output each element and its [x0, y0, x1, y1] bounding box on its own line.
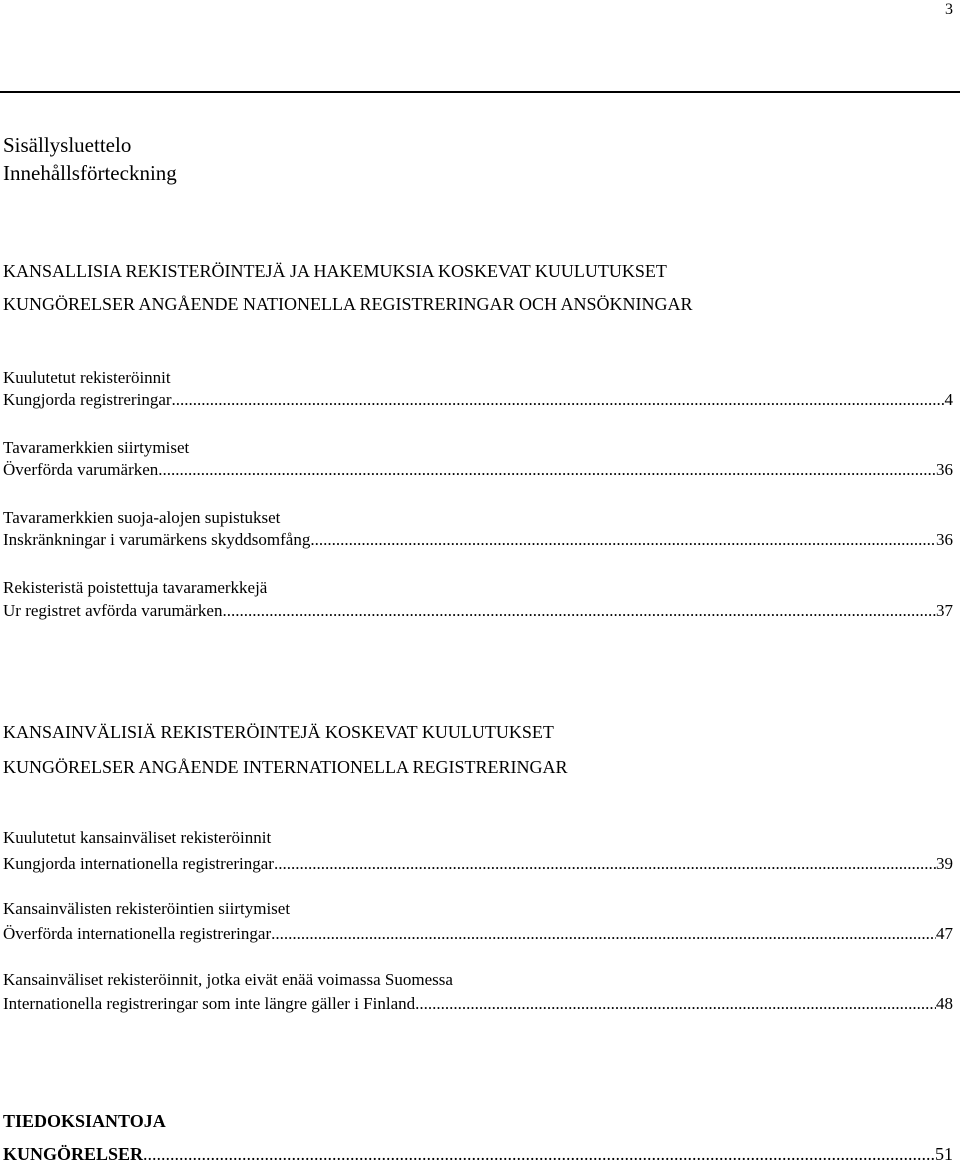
- toc-entry[interactable]: [3, 529, 953, 550]
- toc-entry-label-finnish: Kuulutetut kansainväliset rekisteröinnit: [3, 828, 272, 847]
- toc-title-swedish: Innehållsförteckning: [3, 161, 177, 185]
- toc-entry-label-swedish: Inskränkningar i varumärkens skyddsomfång: [3, 530, 311, 549]
- toc-entry-label-finnish: Kuulutetut rekisteröinnit: [3, 368, 171, 387]
- international-heading-swedish: KUNGÖRELSER ANGÅENDE INTERNATIONELLA REGISTRERINGAR: [3, 757, 568, 777]
- toc-title-finnish: Sisällysluettelo: [3, 133, 132, 157]
- dot-leader: [143, 1144, 935, 1165]
- dot-leader: [271, 923, 936, 944]
- toc-entry-label-swedish: Internationella registreringar som inte längre gäller i Finland: [3, 994, 416, 1013]
- toc-entry-page: 39: [936, 854, 953, 873]
- dot-leader: [310, 529, 936, 550]
- toc-entry-page: 37: [936, 601, 953, 620]
- toc-entry[interactable]: [3, 923, 953, 944]
- dot-leader: [415, 993, 936, 1014]
- toc-entry-page: 51: [935, 1144, 953, 1164]
- toc-entry-label-finnish: Kansainvälisten rekisteröintien siirtymiset: [3, 899, 291, 918]
- toc-entry[interactable]: [3, 459, 953, 480]
- toc-entry-label-swedish: Ur registret avförda varumärken: [3, 601, 223, 620]
- international-heading-finnish: KANSAINVÄLISIÄ REKISTERÖINTEJÄ KOSKEVAT KUULUTUKSET: [3, 722, 554, 742]
- dot-leader: [172, 389, 945, 410]
- toc-entry-label-swedish: Överförda varumärken: [3, 460, 159, 479]
- toc-entry-page: 47: [936, 924, 953, 943]
- toc-entry-label-swedish: Kungjorda internationella registreringar: [3, 854, 274, 873]
- toc-entry-page: 36: [936, 530, 953, 549]
- toc-entry[interactable]: [3, 1144, 953, 1165]
- national-heading-finnish: KANSALLISIA REKISTERÖINTEJÄ JA HAKEMUKSIA KOSKEVAT KUULUTUKSET: [3, 261, 667, 281]
- dot-leader: [274, 853, 936, 874]
- toc-entry-label-swedish: Överförda internationella registreringar: [3, 924, 272, 943]
- national-heading-swedish: KUNGÖRELSER ANGÅENDE NATIONELLA REGISTRERINGAR OCH ANSÖKNINGAR: [3, 294, 693, 314]
- toc-entry-label-finnish: Kansainväliset rekisteröinnit, jotka eivät enää voimassa Suomessa: [3, 970, 453, 989]
- toc-entry-page: 36: [936, 460, 953, 479]
- toc-entry-page: 48: [936, 994, 953, 1013]
- page-number: 3: [945, 1, 953, 18]
- toc-entry-label-finnish: Tavaramerkkien siirtymiset: [3, 438, 190, 457]
- toc-entry-label-finnish: Rekisteristä poistettuja tavaramerkkejä: [3, 578, 268, 597]
- header-rule: [0, 91, 960, 93]
- toc-entry-label-finnish: Tavaramerkkien suoja-alojen supistukset: [3, 508, 281, 527]
- toc-entry-label-swedish: Kungjorda registreringar: [3, 390, 172, 409]
- toc-entry[interactable]: [3, 853, 953, 874]
- notices-heading-swedish: KUNGÖRELSER: [3, 1144, 144, 1164]
- notices-heading-finnish: TIEDOKSIANTOJA: [3, 1111, 166, 1131]
- dot-leader: [222, 600, 936, 621]
- dot-leader: [158, 459, 936, 480]
- toc-entry-page: 4: [944, 390, 953, 409]
- toc-entry[interactable]: [3, 993, 953, 1014]
- toc-entry[interactable]: [3, 600, 953, 621]
- toc-entry[interactable]: [3, 389, 953, 410]
